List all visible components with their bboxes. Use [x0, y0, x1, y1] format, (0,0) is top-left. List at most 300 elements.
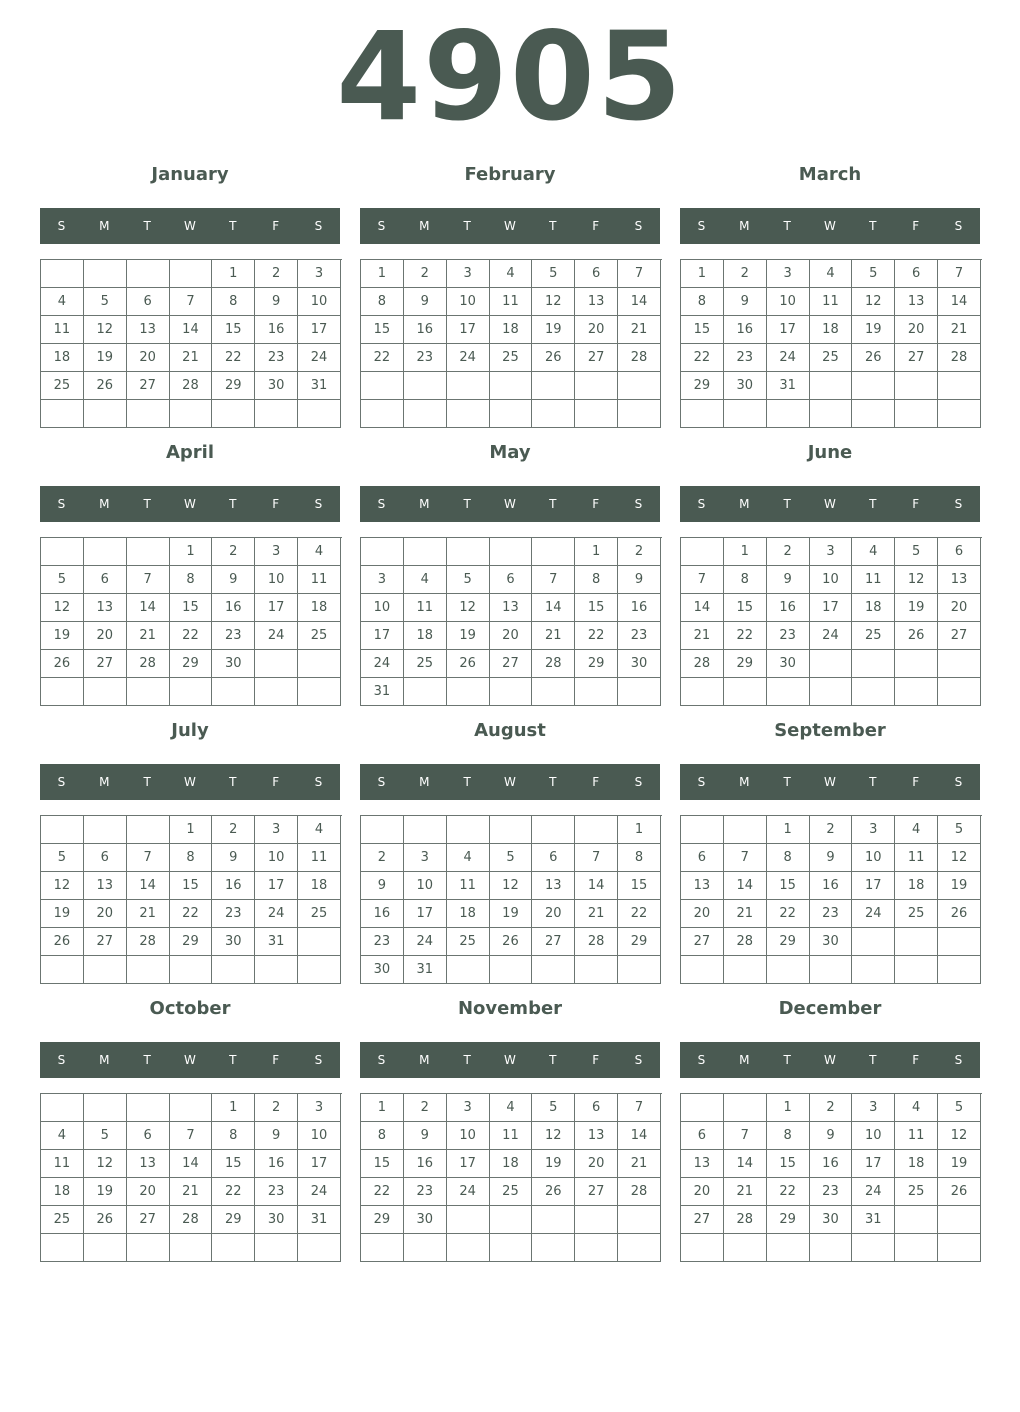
month-name: May	[489, 442, 531, 463]
empty-cell	[84, 538, 127, 566]
day-cell: 2	[255, 1094, 298, 1122]
day-cell: 6	[127, 288, 170, 316]
day-cell: 8	[618, 844, 661, 872]
weekday-label: F	[592, 219, 600, 233]
empty-cell	[447, 372, 490, 400]
empty-cell	[490, 1206, 533, 1234]
day-cell: 24	[852, 900, 895, 928]
day-cell: 24	[447, 344, 490, 372]
day-grid	[40, 537, 342, 706]
empty-cell	[490, 1234, 533, 1262]
day-cell: 27	[127, 372, 170, 400]
day-cell: 13	[575, 288, 618, 316]
day-cell: 24	[298, 1178, 341, 1206]
empty-cell	[84, 1094, 127, 1122]
day-cell: 7	[724, 844, 767, 872]
weekday-label: S	[697, 775, 706, 789]
weekday-label: T	[783, 497, 791, 511]
day-cell: 17	[852, 1150, 895, 1178]
empty-cell	[575, 1234, 618, 1262]
day-cell: 9	[810, 1122, 853, 1150]
day-grid	[680, 1093, 982, 1262]
day-cell: 2	[810, 1094, 853, 1122]
day-cell: 7	[938, 260, 981, 288]
weekday-label: S	[954, 1053, 963, 1067]
empty-cell	[41, 538, 84, 566]
weekday-label: W	[824, 1053, 836, 1067]
day-cell: 18	[895, 1150, 938, 1178]
empty-cell	[532, 538, 575, 566]
empty-cell	[532, 678, 575, 706]
weekday-label: F	[272, 1053, 280, 1067]
day-cell: 5	[84, 288, 127, 316]
empty-cell	[681, 678, 724, 706]
weekday-label: S	[314, 1053, 323, 1067]
day-cell: 14	[724, 1150, 767, 1178]
day-cell: 13	[575, 1122, 618, 1150]
day-cell: 31	[767, 372, 810, 400]
day-cell: 10	[447, 288, 490, 316]
day-cell: 18	[852, 594, 895, 622]
day-cell: 28	[170, 372, 213, 400]
day-cell: 4	[298, 816, 341, 844]
day-cell: 20	[127, 344, 170, 372]
day-cell: 2	[618, 538, 661, 566]
day-cell: 9	[618, 566, 661, 594]
weekday-label: M	[99, 1053, 110, 1067]
day-cell: 24	[255, 622, 298, 650]
day-cell: 14	[618, 1122, 661, 1150]
day-cell: 21	[170, 1178, 213, 1206]
day-cell: 14	[532, 594, 575, 622]
day-cell: 14	[618, 288, 661, 316]
day-cell: 4	[490, 1094, 533, 1122]
empty-cell	[895, 928, 938, 956]
empty-cell	[852, 650, 895, 678]
day-cell: 31	[255, 928, 298, 956]
weekday-label: S	[634, 219, 643, 233]
day-cell: 17	[447, 1150, 490, 1178]
weekday-label: S	[377, 775, 386, 789]
day-cell: 21	[938, 316, 981, 344]
day-cell: 30	[255, 1206, 298, 1234]
month-name: October	[149, 998, 231, 1019]
day-cell: 11	[41, 316, 84, 344]
day-cell: 14	[938, 288, 981, 316]
day-cell: 8	[575, 566, 618, 594]
weekday-label: S	[697, 1053, 706, 1067]
day-cell: 16	[404, 316, 447, 344]
day-cell: 22	[767, 1178, 810, 1206]
empty-cell	[127, 1234, 170, 1262]
day-cell: 14	[170, 1150, 213, 1178]
day-cell: 29	[767, 1206, 810, 1234]
day-cell: 31	[404, 956, 447, 984]
day-cell: 18	[41, 344, 84, 372]
day-cell: 11	[810, 288, 853, 316]
empty-cell	[618, 678, 661, 706]
empty-cell	[404, 400, 447, 428]
weekday-label: F	[912, 1053, 920, 1067]
day-cell: 16	[724, 316, 767, 344]
day-cell: 5	[532, 1094, 575, 1122]
empty-cell	[681, 400, 724, 428]
day-cell: 4	[447, 844, 490, 872]
empty-cell	[127, 400, 170, 428]
day-cell: 14	[681, 594, 724, 622]
day-cell: 7	[575, 844, 618, 872]
weekday-label: S	[314, 497, 323, 511]
day-cell: 15	[212, 1150, 255, 1178]
month-name: March	[798, 164, 862, 185]
day-cell: 7	[724, 1122, 767, 1150]
empty-cell	[938, 956, 981, 984]
empty-cell	[575, 816, 618, 844]
empty-cell	[404, 816, 447, 844]
weekday-header	[40, 764, 340, 800]
empty-cell	[41, 1234, 84, 1262]
empty-cell	[852, 956, 895, 984]
day-cell: 20	[895, 316, 938, 344]
day-cell: 23	[404, 344, 447, 372]
empty-cell	[490, 400, 533, 428]
day-cell: 9	[767, 566, 810, 594]
day-cell: 15	[212, 316, 255, 344]
day-cell: 28	[170, 1206, 213, 1234]
day-cell: 11	[895, 1122, 938, 1150]
empty-cell	[681, 816, 724, 844]
day-cell: 25	[404, 650, 447, 678]
weekday-label: S	[314, 219, 323, 233]
day-cell: 6	[575, 260, 618, 288]
weekday-label: S	[57, 1053, 66, 1067]
day-cell: 2	[810, 816, 853, 844]
day-cell: 8	[170, 566, 213, 594]
day-cell: 26	[84, 372, 127, 400]
month-name: February	[464, 164, 556, 185]
weekday-label: M	[99, 497, 110, 511]
weekday-label: S	[57, 775, 66, 789]
day-cell: 27	[84, 928, 127, 956]
empty-cell	[490, 956, 533, 984]
empty-cell	[810, 400, 853, 428]
day-cell: 15	[724, 594, 767, 622]
weekday-label: S	[954, 219, 963, 233]
day-cell: 21	[532, 622, 575, 650]
weekday-label: F	[272, 497, 280, 511]
empty-cell	[41, 678, 84, 706]
day-cell: 19	[84, 1178, 127, 1206]
day-grid	[680, 815, 982, 984]
empty-cell	[447, 1234, 490, 1262]
day-cell: 27	[681, 928, 724, 956]
day-cell: 26	[532, 344, 575, 372]
weekday-label: S	[697, 219, 706, 233]
day-cell: 19	[532, 1150, 575, 1178]
month-name: November	[457, 998, 563, 1019]
empty-cell	[532, 1206, 575, 1234]
empty-cell	[681, 956, 724, 984]
day-cell: 10	[255, 566, 298, 594]
day-cell: 21	[170, 344, 213, 372]
day-cell: 11	[490, 1122, 533, 1150]
day-cell: 12	[84, 1150, 127, 1178]
empty-cell	[724, 400, 767, 428]
empty-cell	[938, 678, 981, 706]
day-cell: 16	[255, 316, 298, 344]
day-cell: 10	[255, 844, 298, 872]
empty-cell	[255, 400, 298, 428]
day-cell: 19	[938, 872, 981, 900]
empty-cell	[255, 678, 298, 706]
day-grid	[680, 259, 982, 428]
day-cell: 8	[361, 288, 404, 316]
day-grid	[360, 537, 662, 706]
day-cell: 19	[532, 316, 575, 344]
day-cell: 12	[895, 566, 938, 594]
day-cell: 25	[490, 344, 533, 372]
day-cell: 21	[575, 900, 618, 928]
empty-cell	[170, 400, 213, 428]
day-cell: 24	[852, 1178, 895, 1206]
day-cell: 23	[767, 622, 810, 650]
day-cell: 15	[767, 1150, 810, 1178]
day-cell: 29	[767, 928, 810, 956]
empty-cell	[84, 260, 127, 288]
day-cell: 17	[404, 900, 447, 928]
day-cell: 28	[681, 650, 724, 678]
empty-cell	[575, 1206, 618, 1234]
day-cell: 14	[127, 872, 170, 900]
day-cell: 1	[724, 538, 767, 566]
day-cell: 27	[490, 650, 533, 678]
empty-cell	[404, 538, 447, 566]
empty-cell	[41, 816, 84, 844]
day-cell: 10	[298, 1122, 341, 1150]
empty-cell	[170, 1094, 213, 1122]
day-cell: 19	[490, 900, 533, 928]
empty-cell	[618, 400, 661, 428]
day-cell: 20	[575, 1150, 618, 1178]
weekday-label: M	[739, 775, 750, 789]
day-cell: 21	[724, 900, 767, 928]
day-cell: 8	[767, 844, 810, 872]
day-cell: 17	[810, 594, 853, 622]
weekday-header	[360, 1042, 660, 1078]
day-cell: 10	[767, 288, 810, 316]
weekday-label: T	[869, 497, 877, 511]
weekday-label: W	[504, 219, 516, 233]
weekday-header	[360, 486, 660, 522]
empty-cell	[532, 956, 575, 984]
empty-cell	[724, 678, 767, 706]
day-cell: 8	[170, 844, 213, 872]
day-cell: 26	[852, 344, 895, 372]
day-cell: 5	[895, 538, 938, 566]
day-cell: 5	[852, 260, 895, 288]
weekday-label: M	[99, 775, 110, 789]
weekday-label: M	[739, 219, 750, 233]
day-cell: 27	[895, 344, 938, 372]
weekday-header	[40, 486, 340, 522]
day-grid	[360, 1093, 662, 1262]
day-cell: 8	[212, 1122, 255, 1150]
day-cell: 24	[810, 622, 853, 650]
day-grid	[40, 815, 342, 984]
empty-cell	[447, 538, 490, 566]
empty-cell	[532, 400, 575, 428]
empty-cell	[810, 678, 853, 706]
day-cell: 2	[724, 260, 767, 288]
day-cell: 24	[361, 650, 404, 678]
weekday-header	[40, 1042, 340, 1078]
empty-cell	[404, 678, 447, 706]
day-cell: 23	[212, 622, 255, 650]
empty-cell	[361, 538, 404, 566]
empty-cell	[490, 816, 533, 844]
day-cell: 18	[404, 622, 447, 650]
month-name: January	[151, 164, 229, 185]
empty-cell	[575, 678, 618, 706]
day-cell: 21	[127, 622, 170, 650]
day-cell: 27	[84, 650, 127, 678]
day-cell: 10	[852, 1122, 895, 1150]
day-cell: 4	[41, 1122, 84, 1150]
weekday-label: W	[184, 219, 196, 233]
weekday-label: W	[504, 1053, 516, 1067]
empty-cell	[447, 1206, 490, 1234]
day-cell: 19	[852, 316, 895, 344]
day-cell: 26	[41, 650, 84, 678]
day-cell: 26	[41, 928, 84, 956]
day-cell: 4	[895, 816, 938, 844]
day-cell: 12	[532, 1122, 575, 1150]
day-cell: 2	[212, 538, 255, 566]
weekday-label: F	[912, 775, 920, 789]
day-cell: 5	[938, 816, 981, 844]
empty-cell	[41, 260, 84, 288]
day-cell: 23	[212, 900, 255, 928]
day-cell: 24	[447, 1178, 490, 1206]
empty-cell	[532, 372, 575, 400]
day-cell: 8	[681, 288, 724, 316]
empty-cell	[170, 956, 213, 984]
empty-cell	[127, 260, 170, 288]
day-cell: 6	[84, 844, 127, 872]
weekday-label: S	[57, 219, 66, 233]
day-cell: 12	[41, 872, 84, 900]
empty-cell	[212, 956, 255, 984]
day-cell: 7	[127, 566, 170, 594]
day-cell: 7	[618, 1094, 661, 1122]
day-cell: 9	[255, 288, 298, 316]
day-cell: 22	[575, 622, 618, 650]
day-cell: 17	[767, 316, 810, 344]
empty-cell	[767, 1234, 810, 1262]
day-cell: 13	[490, 594, 533, 622]
weekday-label: S	[57, 497, 66, 511]
empty-cell	[490, 372, 533, 400]
day-cell: 7	[170, 1122, 213, 1150]
day-cell: 25	[41, 1206, 84, 1234]
month-name: December	[778, 998, 882, 1019]
empty-cell	[84, 1234, 127, 1262]
day-cell: 27	[575, 1178, 618, 1206]
day-cell: 15	[575, 594, 618, 622]
empty-cell	[127, 1094, 170, 1122]
day-cell: 21	[127, 900, 170, 928]
day-cell: 26	[938, 1178, 981, 1206]
day-cell: 20	[532, 900, 575, 928]
day-cell: 22	[361, 344, 404, 372]
day-cell: 13	[532, 872, 575, 900]
empty-cell	[895, 1206, 938, 1234]
weekday-label: S	[697, 497, 706, 511]
day-cell: 21	[618, 1150, 661, 1178]
day-cell: 3	[852, 816, 895, 844]
weekday-label: T	[463, 497, 471, 511]
day-cell: 10	[810, 566, 853, 594]
day-cell: 2	[404, 260, 447, 288]
weekday-header	[680, 208, 980, 244]
day-cell: 4	[41, 288, 84, 316]
day-cell: 10	[447, 1122, 490, 1150]
month-name: June	[807, 442, 853, 463]
day-cell: 5	[41, 566, 84, 594]
weekday-label: M	[419, 775, 430, 789]
day-cell: 19	[84, 344, 127, 372]
empty-cell	[938, 928, 981, 956]
weekday-label: W	[824, 497, 836, 511]
day-cell: 9	[212, 844, 255, 872]
day-cell: 22	[767, 900, 810, 928]
empty-cell	[532, 1234, 575, 1262]
day-cell: 13	[84, 872, 127, 900]
day-cell: 2	[361, 844, 404, 872]
day-cell: 6	[532, 844, 575, 872]
day-cell: 11	[852, 566, 895, 594]
day-cell: 15	[361, 316, 404, 344]
empty-cell	[170, 1234, 213, 1262]
day-cell: 21	[724, 1178, 767, 1206]
day-cell: 9	[404, 288, 447, 316]
weekday-label: T	[463, 219, 471, 233]
weekday-label: T	[463, 1053, 471, 1067]
empty-cell	[490, 538, 533, 566]
empty-cell	[127, 678, 170, 706]
empty-cell	[895, 678, 938, 706]
empty-cell	[447, 400, 490, 428]
empty-cell	[127, 956, 170, 984]
weekday-header	[680, 1042, 980, 1078]
day-cell: 6	[938, 538, 981, 566]
empty-cell	[361, 372, 404, 400]
weekday-label: S	[314, 775, 323, 789]
day-cell: 13	[681, 1150, 724, 1178]
weekday-label: M	[739, 1053, 750, 1067]
day-cell: 19	[895, 594, 938, 622]
weekday-label: F	[912, 497, 920, 511]
day-cell: 5	[938, 1094, 981, 1122]
day-cell: 21	[618, 316, 661, 344]
day-cell: 9	[255, 1122, 298, 1150]
day-cell: 15	[170, 594, 213, 622]
weekday-label: T	[143, 497, 151, 511]
day-cell: 30	[767, 650, 810, 678]
weekday-label: T	[869, 219, 877, 233]
day-cell: 29	[361, 1206, 404, 1234]
empty-cell	[618, 372, 661, 400]
